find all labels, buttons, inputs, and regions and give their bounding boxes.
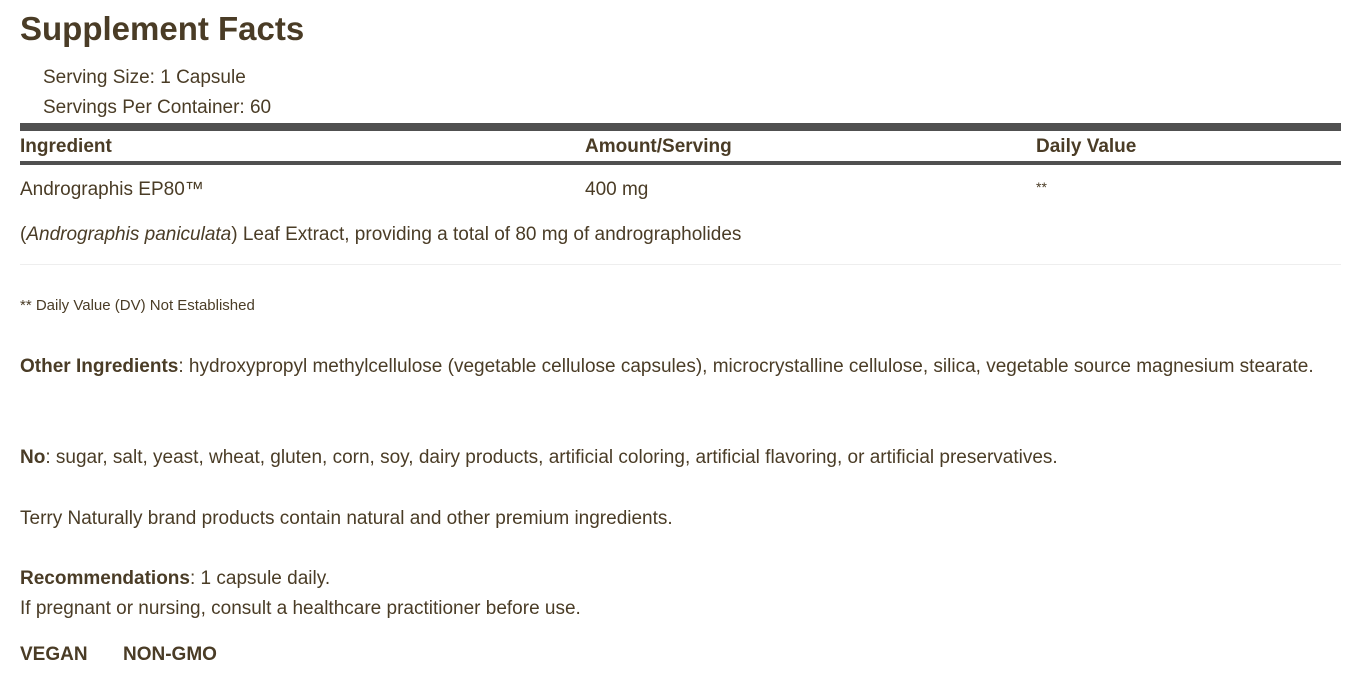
thick-divider	[20, 123, 1341, 131]
no-text: : sugar, salt, yeast, wheat, gluten, corn, soy, dairy products, artificial coloring, artificial flavoring, or artificial preservatives.	[45, 447, 1058, 468]
recommendations-text: : 1 capsule daily.	[189, 568, 331, 589]
servings-per-container: Servings Per Container: 60	[43, 97, 272, 118]
no-label: No	[20, 447, 46, 468]
other-text: : hydroxypropyl methylcellulose (vegetable cellulose capsules), microcrystalline cellulose, silica, vegetable source magnesium stearate.	[178, 356, 1314, 377]
serving-size: Serving Size: 1 Capsule	[43, 67, 246, 88]
extract-text: ) Leaf Extract, providing a total of 80 mg of andrographolides	[231, 224, 742, 245]
other-ingredients	[20, 352, 1320, 382]
ingredient-extract	[20, 224, 741, 246]
badge-vegan: VEGAN	[20, 644, 88, 665]
extract-open: (	[20, 224, 27, 245]
badge-non-gmo: NON-GMO	[123, 644, 217, 665]
row-divider	[20, 264, 1341, 265]
footnote: ** Daily Value (DV) Not Established	[20, 297, 255, 314]
recommendations	[20, 564, 1320, 594]
warning: If pregnant or nursing, consult a healthcare practitioner before use.	[20, 598, 581, 619]
ingredient-amount: 400 mg	[585, 179, 649, 200]
header-divider	[20, 161, 1341, 165]
other-label: Other Ingredients	[20, 356, 179, 377]
header-amount: Amount/Serving	[585, 136, 732, 157]
header-ingredient: Ingredient	[20, 136, 112, 157]
extract-latin: Andrographis paniculata	[26, 224, 232, 245]
no-ingredients	[20, 443, 1320, 473]
page-title: Supplement Facts	[20, 10, 305, 47]
recommendations-label: Recommendations	[20, 568, 190, 589]
ingredient-name: Andrographis EP80™	[20, 179, 204, 200]
header-daily-value: Daily Value	[1036, 136, 1137, 157]
ingredient-dv: **	[1036, 179, 1047, 195]
brand-note: Terry Naturally brand products contain natural and other premium ingredients.	[20, 508, 673, 529]
